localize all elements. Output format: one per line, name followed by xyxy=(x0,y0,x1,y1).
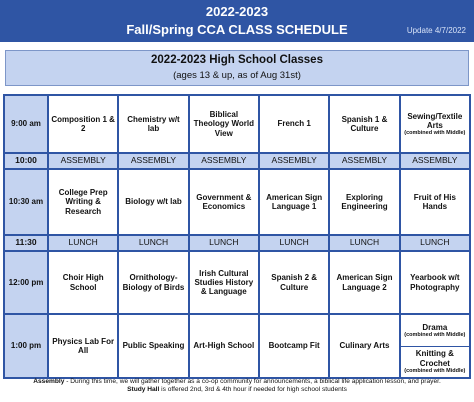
lunch-cell: LUNCH xyxy=(400,235,470,251)
class-cell: Spanish 2 & Culture xyxy=(259,251,329,314)
class-cell: Fruit of His Hands xyxy=(400,169,470,235)
section-heading xyxy=(5,50,469,86)
class-name: Drama xyxy=(422,322,448,332)
lunch-cell: LUNCH xyxy=(259,235,329,251)
knitting-block xyxy=(401,347,469,378)
class-cell: Chemistry w/t lab xyxy=(118,95,188,153)
class-cell: Government & Economics xyxy=(189,169,259,235)
age-note: (ages 13 & up, as of Aug 31st) xyxy=(173,70,301,81)
table-row xyxy=(4,235,470,251)
class-cell: Ornithology-Biology of Birds xyxy=(118,251,188,314)
update-date: Update 4/7/2022 xyxy=(406,26,466,35)
class-name: Sewing/Textile Arts xyxy=(407,111,463,130)
lunch-cell: LUNCH xyxy=(329,235,399,251)
class-cell: Choir High School xyxy=(48,251,118,314)
assembly-text: - During this time, we will gather together as a co-op community for announcements, a biblical life application lesson, and prayer. xyxy=(64,378,441,385)
assembly-cell: ASSEMBLY xyxy=(400,153,470,169)
schedule-table xyxy=(3,94,471,379)
class-cell: Composition 1 & 2 xyxy=(48,95,118,153)
table-row xyxy=(4,153,470,169)
table-row xyxy=(4,314,470,378)
time-cell: 10:00 xyxy=(4,153,48,169)
class-cell: College Prep Writing & Research xyxy=(48,169,118,235)
class-cell: American Sign Language 1 xyxy=(259,169,329,235)
section-title: 2022-2023 High School Classes xyxy=(151,54,323,66)
class-cell: American Sign Language 2 xyxy=(329,251,399,314)
combined-note: (combined with Middle) xyxy=(404,367,466,374)
class-cell: Public Speaking xyxy=(118,314,188,378)
table-row xyxy=(4,251,470,314)
drama-block xyxy=(401,315,469,347)
assembly-cell: ASSEMBLY xyxy=(48,153,118,169)
study-hall-label: Study Hall xyxy=(127,386,160,394)
class-cell: Irish Cultural Studies History & Language xyxy=(189,251,259,314)
table-row xyxy=(4,169,470,235)
class-name: Knitting & Crochet xyxy=(415,349,454,368)
combined-note: (combined with Middle) xyxy=(404,130,466,137)
lunch-cell: LUNCH xyxy=(189,235,259,251)
class-cell: Biblical Theology World View xyxy=(189,95,259,153)
class-cell xyxy=(400,95,470,153)
study-hall-text: is offered 2nd, 3rd & 4th hour if needed for high school students xyxy=(159,386,347,394)
class-cell: Bootcamp Fit xyxy=(259,314,329,378)
class-cell: French 1 xyxy=(259,95,329,153)
time-cell: 11:30 xyxy=(4,235,48,251)
time-cell: 12:00 pm xyxy=(4,251,48,314)
class-cell: Biology w/t lab xyxy=(118,169,188,235)
split-class-cell xyxy=(400,314,470,378)
class-cell: Culinary Arts xyxy=(329,314,399,378)
time-cell: 1:00 pm xyxy=(4,314,48,378)
assembly-cell: ASSEMBLY xyxy=(329,153,399,169)
header-banner xyxy=(0,0,474,42)
class-cell: Art-High School xyxy=(189,314,259,378)
class-cell: Physics Lab For All xyxy=(48,314,118,378)
combined-note: (combined with Middle) xyxy=(404,331,466,338)
schedule-title: Fall/Spring CCA CLASS SCHEDULE xyxy=(126,22,348,37)
assembly-cell: ASSEMBLY xyxy=(259,153,329,169)
lunch-cell: LUNCH xyxy=(48,235,118,251)
lunch-cell: LUNCH xyxy=(118,235,188,251)
assembly-label: Assembly xyxy=(33,378,65,385)
split-container xyxy=(401,315,469,377)
class-cell: Yearbook w/t Photography xyxy=(400,251,470,314)
school-year: 2022-2023 xyxy=(205,4,269,19)
assembly-note xyxy=(0,378,474,386)
footer-notes xyxy=(0,378,474,394)
assembly-cell: ASSEMBLY xyxy=(189,153,259,169)
study-hall-note xyxy=(0,386,474,394)
assembly-cell: ASSEMBLY xyxy=(118,153,188,169)
class-cell: Spanish 1 & Culture xyxy=(329,95,399,153)
class-cell: Exploring Engineering xyxy=(329,169,399,235)
time-cell: 10:30 am xyxy=(4,169,48,235)
table-row xyxy=(4,95,470,153)
time-cell: 9:00 am xyxy=(4,95,48,153)
